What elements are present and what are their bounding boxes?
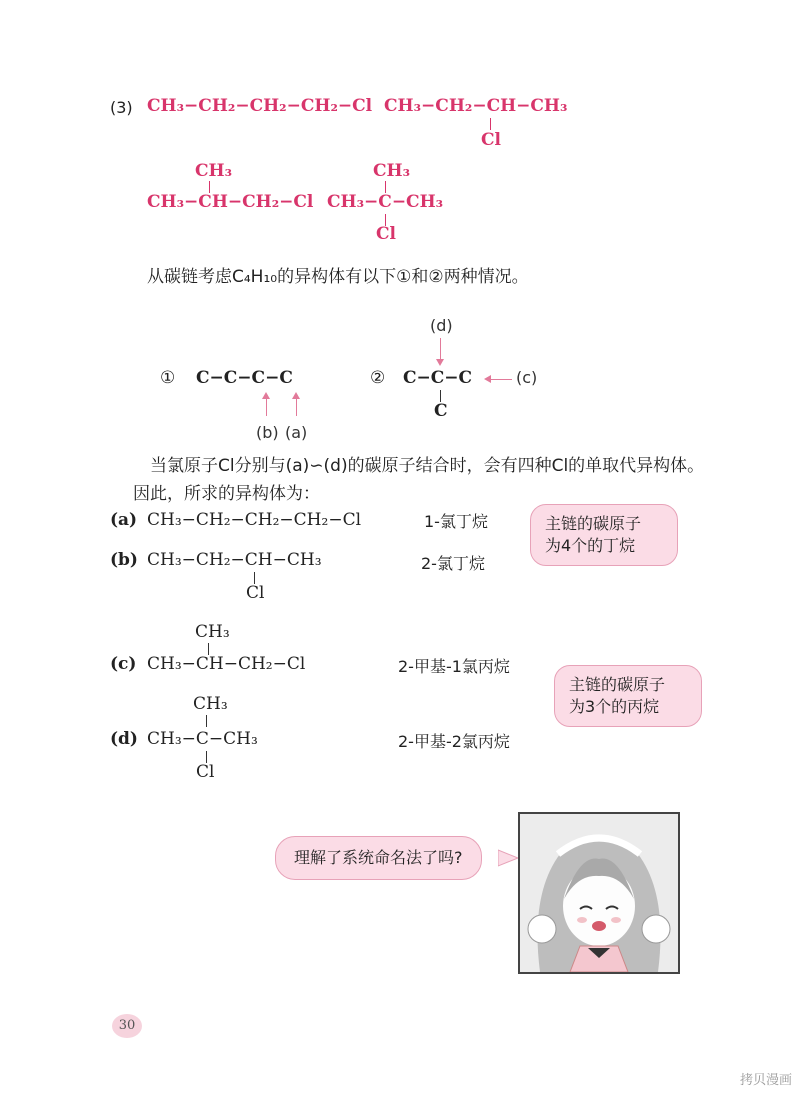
label-c: (c) xyxy=(516,368,538,387)
formula-isobutyl-chloride-pink: CH₃−CH−CH₂−Cl xyxy=(147,192,314,212)
substituent-ch3: CH₃ xyxy=(195,161,233,181)
formula-1-chlorobutane-pink: CH₃−CH₂−CH₂−CH₂−Cl xyxy=(147,96,373,116)
chain-2-branch: C xyxy=(434,401,448,421)
substituent-cl: Cl xyxy=(376,224,396,244)
formula-tert-butyl-chloride-pink: CH₃−C−CH₃ xyxy=(327,192,444,212)
isomer-a-name: 1-氯丁烷 xyxy=(424,512,488,531)
formula-2-chlorobutane-pink: CH₃−CH₂−CH−CH₃ xyxy=(384,96,568,116)
label-d: (d) xyxy=(430,316,453,335)
arrow-up-icon xyxy=(266,398,267,416)
intro-text: 从碳链考虑C₄H₁₀的异构体有以下①和②两种情况。 xyxy=(147,267,529,287)
bubble-line: 主链的碳原子 xyxy=(569,675,666,694)
arrow-left-icon xyxy=(490,379,512,380)
isomer-b-formula: CH₃−CH₂−CH−CH₃ xyxy=(147,550,322,570)
isomer-c-top: CH₃ xyxy=(195,622,230,642)
manga-character-illustration xyxy=(518,812,680,974)
isomer-d-top: CH₃ xyxy=(193,694,228,714)
bubble-line: 为4个的丁烷 xyxy=(545,536,636,555)
explain-text: 当氯原子Cl分别与(a)∽(d)的碳原子结合时，会有四种Cl的单取代异构体。 xyxy=(150,456,705,476)
isomer-a-formula: CH₃−CH₂−CH₂−CH₂−Cl xyxy=(147,510,362,530)
bond-line xyxy=(490,118,491,130)
watermark-text: 拷贝漫画 xyxy=(739,1073,792,1088)
isomer-b-substituent: Cl xyxy=(246,583,265,603)
callout-bubble-propane xyxy=(554,665,702,727)
label-a: (a) xyxy=(285,423,308,442)
substituent-ch3: CH₃ xyxy=(373,161,411,181)
substituent-cl: Cl xyxy=(481,130,501,150)
section-label: (3) xyxy=(110,98,133,117)
chain-2-number: ② xyxy=(370,368,386,388)
therefore-text: 因此，所求的异构体为： xyxy=(133,484,320,504)
isomer-b-name: 2-氯丁烷 xyxy=(421,554,485,573)
girl-character-icon xyxy=(520,814,678,972)
bond-line xyxy=(206,715,207,727)
label-b: (b) xyxy=(256,423,279,442)
arrow-down-icon xyxy=(440,338,441,360)
bubble-line: 为3个的丙烷 xyxy=(569,697,660,716)
isomer-d-substituent: Cl xyxy=(196,762,215,782)
callout-bubble-butane xyxy=(530,504,678,566)
arrow-up-icon xyxy=(296,398,297,416)
page-number: 30 xyxy=(112,1014,142,1038)
isomer-b-tag: (b) xyxy=(110,550,138,570)
chain-1-number: ① xyxy=(160,368,176,388)
speech-text: 理解了系统命名法了吗? xyxy=(294,848,463,867)
isomer-a-tag: (a) xyxy=(110,510,138,530)
isomer-d-tag: (d) xyxy=(110,729,138,749)
isomer-d-name: 2-甲基-2氯丙烷 xyxy=(398,732,510,751)
chain-1-skeleton: C−C−C−C xyxy=(196,368,293,388)
bubble-line: 主链的碳原子 xyxy=(545,514,642,533)
isomer-c-name: 2-甲基-1氯丙烷 xyxy=(398,657,510,676)
isomer-c-formula: CH₃−CH−CH₂−Cl xyxy=(147,654,306,674)
speech-bubble xyxy=(275,836,482,880)
isomer-d-formula: CH₃−C−CH₃ xyxy=(147,729,258,749)
speech-tail-icon xyxy=(498,848,520,868)
isomer-c-tag: (c) xyxy=(110,654,137,674)
chain-2-skeleton: C−C−C xyxy=(403,368,473,388)
